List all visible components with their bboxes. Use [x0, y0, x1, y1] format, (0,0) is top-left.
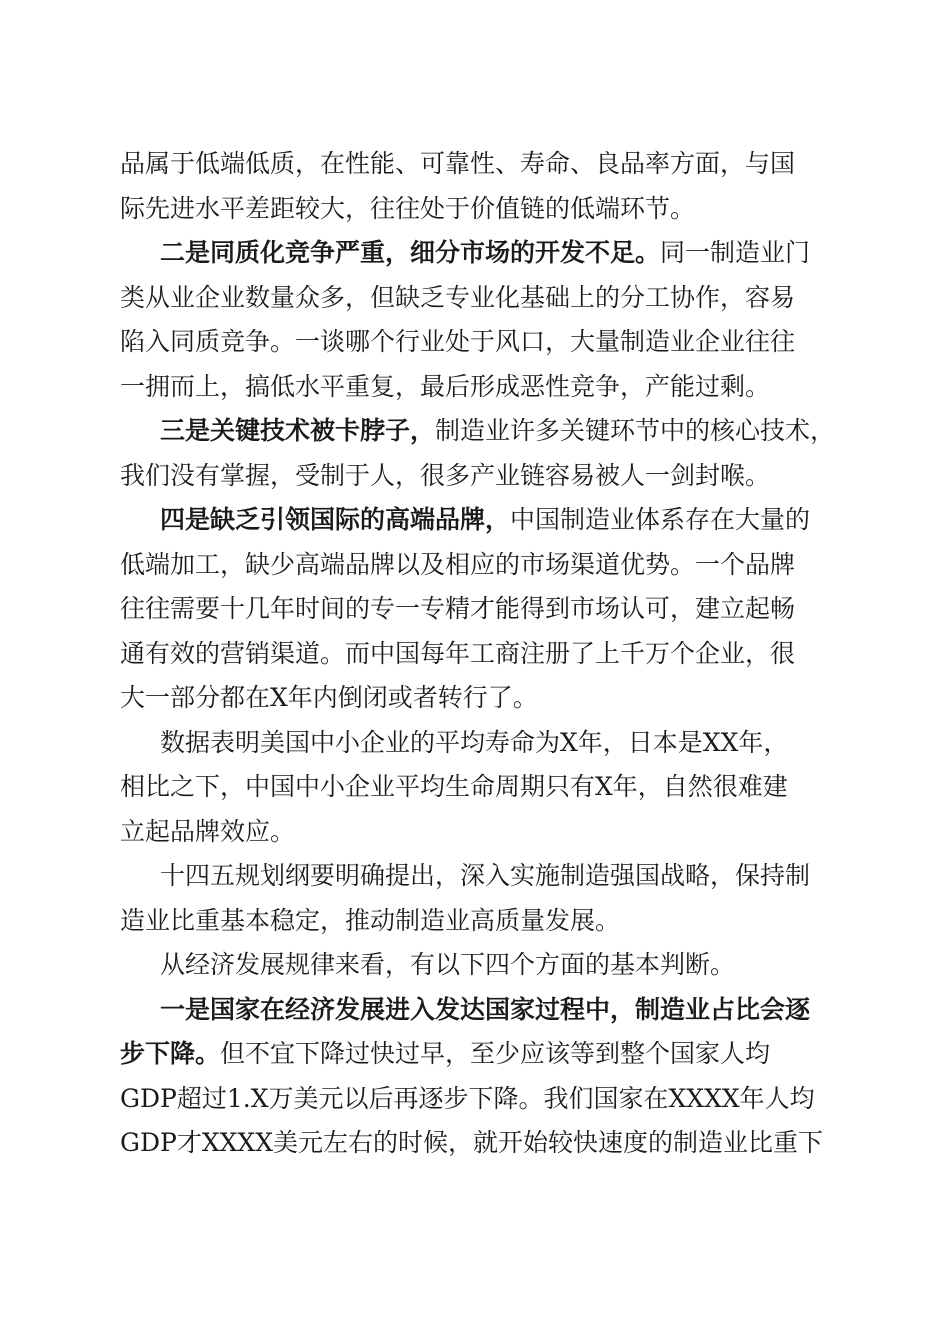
- text-line: 造业比重基本稳定，推动制造业高质量发展。: [120, 905, 621, 935]
- bold-heading: 四是缺乏引领国际的高端品牌，: [160, 505, 511, 534]
- paragraph: [120, 943, 830, 988]
- text-line: 数据表明美国中小企业的平均寿命为X年，日本是XX年，: [160, 727, 789, 757]
- text-line: 陷入同质竞争。一谈哪个行业处于风口，大量制造业企业往往: [120, 327, 796, 356]
- paragraph: [120, 142, 830, 231]
- text-line: 一拥而上，搞低水平重复，最后形成恶性竞争，产能过剩。: [120, 371, 771, 401]
- text-line: [120, 988, 830, 1033]
- text-line: 大一部分都在X年内倒闭或者转行了。: [120, 683, 538, 712]
- text-line: 步下降。但不宜下降过快过早，至少应该等到整个国家人均: [120, 1039, 771, 1068]
- bold-heading: 步下降。: [120, 1039, 221, 1068]
- text-line: 我们没有掌握，受制于人，很多产业链容易被人一剑封喉。: [120, 460, 771, 490]
- text-line: 往往需要十几年时间的专一专精才能得到市场认可，建立起畅: [120, 594, 796, 623]
- bold-heading: 二是同质化竞争严重，细分市场的开发不足。: [160, 238, 661, 267]
- text-line: GDP超过1.X万美元以后再逐步下降。我们国家在XXXX年人均: [120, 1083, 815, 1113]
- text-line: 二是同质化竞争严重，细分市场的开发不足。同一制造业门: [160, 238, 811, 267]
- bold-heading: 一是国家在经济发展进入发达国家过程中，制造业占比会逐: [160, 994, 811, 1024]
- text-line: 通有效的营销渠道。而中国每年工商注册了上千万个企业，很: [120, 638, 796, 668]
- text-line: 三是关键技术被卡脖子，制造业许多关键环节中的核心技术，: [160, 416, 836, 445]
- text-line: 从经济发展规律来看，有以下四个方面的基本判断。: [160, 950, 736, 979]
- text-line: GDP才XXXX美元左右的时候，就开始较快速度的制造业比重下: [120, 1128, 824, 1157]
- text-line: 立起品牌效应。: [120, 816, 296, 846]
- bold-heading: 三是关键技术被卡脖子，: [160, 416, 436, 445]
- text-line: 低端加工，缺少高端品牌以及相应的市场渠道优势。一个品牌: [120, 549, 796, 579]
- text-line: 十四五规划纲要明确提出，深入实施制造强国战略，保持制: [160, 861, 811, 890]
- text-line: 际先进水平差距较大，往往处于价值链的低端环节。: [120, 193, 696, 223]
- document-body: [120, 142, 836, 1166]
- paragraph: [120, 854, 830, 943]
- paragraph: [120, 721, 830, 855]
- paragraph: [120, 409, 836, 498]
- text-line: 类从业企业数量众多，但缺乏专业化基础上的分工协作，容易: [120, 282, 796, 312]
- text-line: 四是缺乏引领国际的高端品牌，中国制造业体系存在大量的: [160, 505, 811, 534]
- paragraph: [120, 498, 830, 721]
- paragraph: [120, 231, 830, 409]
- text-line: 品属于低端低质，在性能、可靠性、寿命、良品率方面，与国: [120, 149, 796, 178]
- paragraph: [120, 988, 830, 1166]
- text-line: 相比之下，中国中小企业平均生命周期只有X年，自然很难建: [120, 772, 788, 801]
